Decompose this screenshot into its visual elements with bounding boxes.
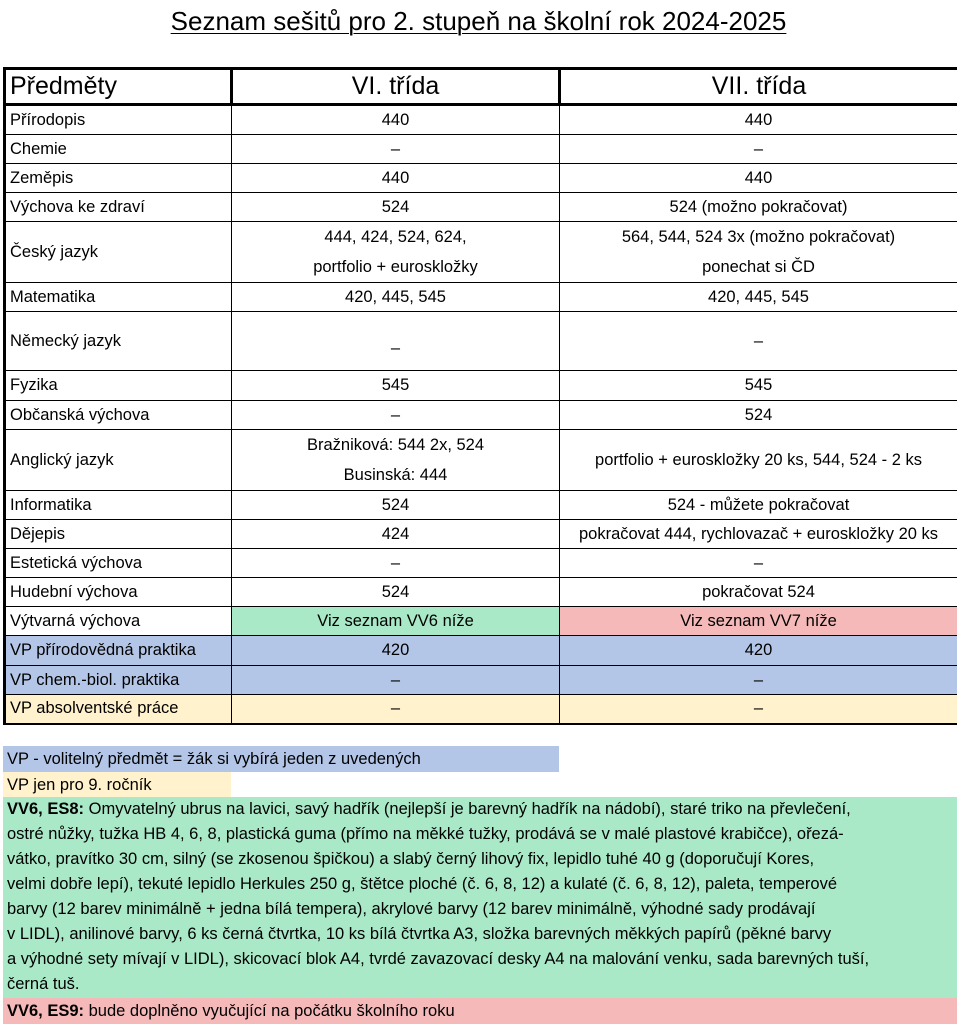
vv6-line: v LIDL), anilinové barvy, 6 ks černá čtvrtka, 10 ks bílá čtvrtka A3, složka barevných měkkých papírů (pěkné barvy: [7, 925, 832, 943]
subject-cell: Výchova ke zdraví: [5, 193, 232, 222]
table-row: [5, 401, 957, 430]
grade-6-cell: –: [232, 312, 560, 371]
subject-cell: Přírodopis: [5, 105, 232, 135]
grade-7-cell: –: [560, 666, 957, 695]
grade-6-cell: 420: [232, 636, 560, 666]
table-row: [5, 371, 957, 401]
subject-cell: Estetická výchova: [5, 549, 232, 578]
subject-cell: Hudební výchova: [5, 578, 232, 607]
subject-cell: Občanská výchova: [5, 401, 232, 430]
grade-7-cell: 524 (možno pokračovat): [560, 193, 957, 222]
table-header-row: [5, 69, 957, 105]
grade-6-cell: 424: [232, 520, 560, 549]
grade-6-cell: Bražniková: 544 2x, 524 Businská: 444: [232, 430, 560, 491]
grade-6-cell: –: [232, 695, 560, 724]
grade-6-cell: 524: [232, 193, 560, 222]
header-subjects: Předměty: [5, 69, 232, 105]
table-row: [5, 695, 957, 724]
grade-6-cell: 420, 445, 545: [232, 283, 560, 312]
grade-6-cell: 440: [232, 105, 560, 135]
subject-cell: VP přírodovědná praktika: [5, 636, 232, 666]
subject-cell: Anglický jazyk: [5, 430, 232, 491]
table-row: [5, 135, 957, 164]
grade-6-cell: –: [232, 401, 560, 430]
grade-7-cell: 524 - můžete pokračovat: [560, 491, 957, 520]
vv6-label: VV6, ES8:: [7, 800, 85, 818]
grade-7-cell: pokračovat 444, rychlovazač + euroskložky 20 ks: [560, 520, 957, 549]
vv6-line: ostré nůžky, tužka HB 4, 6, 8, plastická guma (přímo na měkké tužky, prodává se v malé plastové krabičce), ořezá-: [7, 825, 844, 843]
grade-7-cell: 420, 445, 545: [560, 283, 957, 312]
header-grade-6: VI. třída: [232, 69, 560, 105]
subject-cell: VP chem.-biol. praktika: [5, 666, 232, 695]
table-row: [5, 636, 957, 666]
grade-6-cell: –: [232, 666, 560, 695]
subject-cell: Německý jazyk: [5, 312, 232, 371]
header-grade-7: VII. třída: [560, 69, 957, 105]
table-row: [5, 105, 957, 135]
table-row: [5, 578, 957, 607]
grade-7-cell: –: [560, 549, 957, 578]
grade-6-cell: –: [232, 135, 560, 164]
grade-7-cell: –: [560, 135, 957, 164]
grade-6-cell: 444, 424, 524, 624, portfolio + euroskložky: [232, 222, 560, 283]
subject-cell: Dějepis: [5, 520, 232, 549]
subject-cell: Fyzika: [5, 371, 232, 401]
grade-7-cell: –: [560, 695, 957, 724]
grade-7-cell: 440: [560, 164, 957, 193]
vv6-line: a výhodné sety mívají v LIDL), skicovací blok A4, tvrdé zavazovací desky A4 na malování venku, sada barevných tuší,: [7, 950, 870, 968]
grade-7-cell: 440: [560, 105, 957, 135]
table-row: [5, 312, 957, 371]
subject-cell: Český jazyk: [5, 222, 232, 283]
grade-6-cell: –: [232, 549, 560, 578]
notebook-table: [3, 67, 957, 725]
grade-7-cell: –: [560, 312, 957, 371]
grade-6-cell: 524: [232, 578, 560, 607]
table-row: [5, 549, 957, 578]
table-row: [5, 430, 957, 491]
subject-cell: Informatika: [5, 491, 232, 520]
grade-7-cell: 545: [560, 371, 957, 401]
grade-7-cell: 524: [560, 401, 957, 430]
vv6-es8-supply-list: [3, 797, 957, 998]
grade-6-cell: Viz seznam VV6 níže: [232, 607, 560, 636]
table-row: [5, 491, 957, 520]
subject-cell: Výtvarná výchova: [5, 607, 232, 636]
vv6-line: VV6, ES8: Omyvatelný ubrus na lavici, savý hadřík (nejlepší je barevný hadřík na nádobí), staré triko na převlečení,: [7, 800, 851, 818]
grade-7-cell: 420: [560, 636, 957, 666]
page-title: Seznam sešitů pro 2. stupeň na školní rok 2024-2025: [170, 6, 787, 36]
table-row: [5, 222, 957, 283]
table-row: [5, 666, 957, 695]
subject-cell: Zeměpis: [5, 164, 232, 193]
vv6-line: barvy (12 barev minimálně + jedna bílá tempera), akrylové barvy (12 barev minimálně, výhodné sady prodávají: [7, 900, 816, 918]
subject-cell: Chemie: [5, 135, 232, 164]
table-row: [5, 607, 957, 636]
vv6-line: černá tuš.: [7, 975, 80, 993]
subject-cell: Matematika: [5, 283, 232, 312]
table-row: [5, 164, 957, 193]
table-row: [5, 520, 957, 549]
grade-7-cell: 564, 544, 524 3x (možno pokračovat) ponechat si ČD: [560, 222, 957, 283]
vp-legend-note: VP - volitelný předmět = žák si vybírá jeden z uvedených: [3, 746, 559, 772]
table-row: [5, 283, 957, 312]
grade-6-cell: 524: [232, 491, 560, 520]
vv6-line: vátko, pravítko 30 cm, silný (se zkosenou špičkou) a slabý černý lihový fix, lepidlo tuhé 40 g (doporučují Kores,: [7, 850, 815, 868]
table-row: [5, 193, 957, 222]
grade-6-cell: 440: [232, 164, 560, 193]
vp-9th-grade-note: VP jen pro 9. ročník: [3, 772, 231, 797]
grade-7-cell: pokračovat 524: [560, 578, 957, 607]
grade-7-cell: portfolio + euroskložky 20 ks, 544, 524 - 2 ks: [560, 430, 957, 491]
vv6-line: velmi dobře lepí), tekuté lepidlo Herkules 250 g, štětce ploché (č. 6, 8, 12) a kulaté (č. 6, 8, 12), paleta, temperové: [7, 875, 838, 893]
vv6-es9-note: VV6, ES9: bude doplněno vyučující na počátku školního roku: [3, 998, 957, 1024]
grade-7-cell: Viz seznam VV7 níže: [560, 607, 957, 636]
grade-6-cell: 545: [232, 371, 560, 401]
es9-label: VV6, ES9:: [7, 1002, 85, 1020]
subject-cell: VP absolventské práce: [5, 695, 232, 724]
